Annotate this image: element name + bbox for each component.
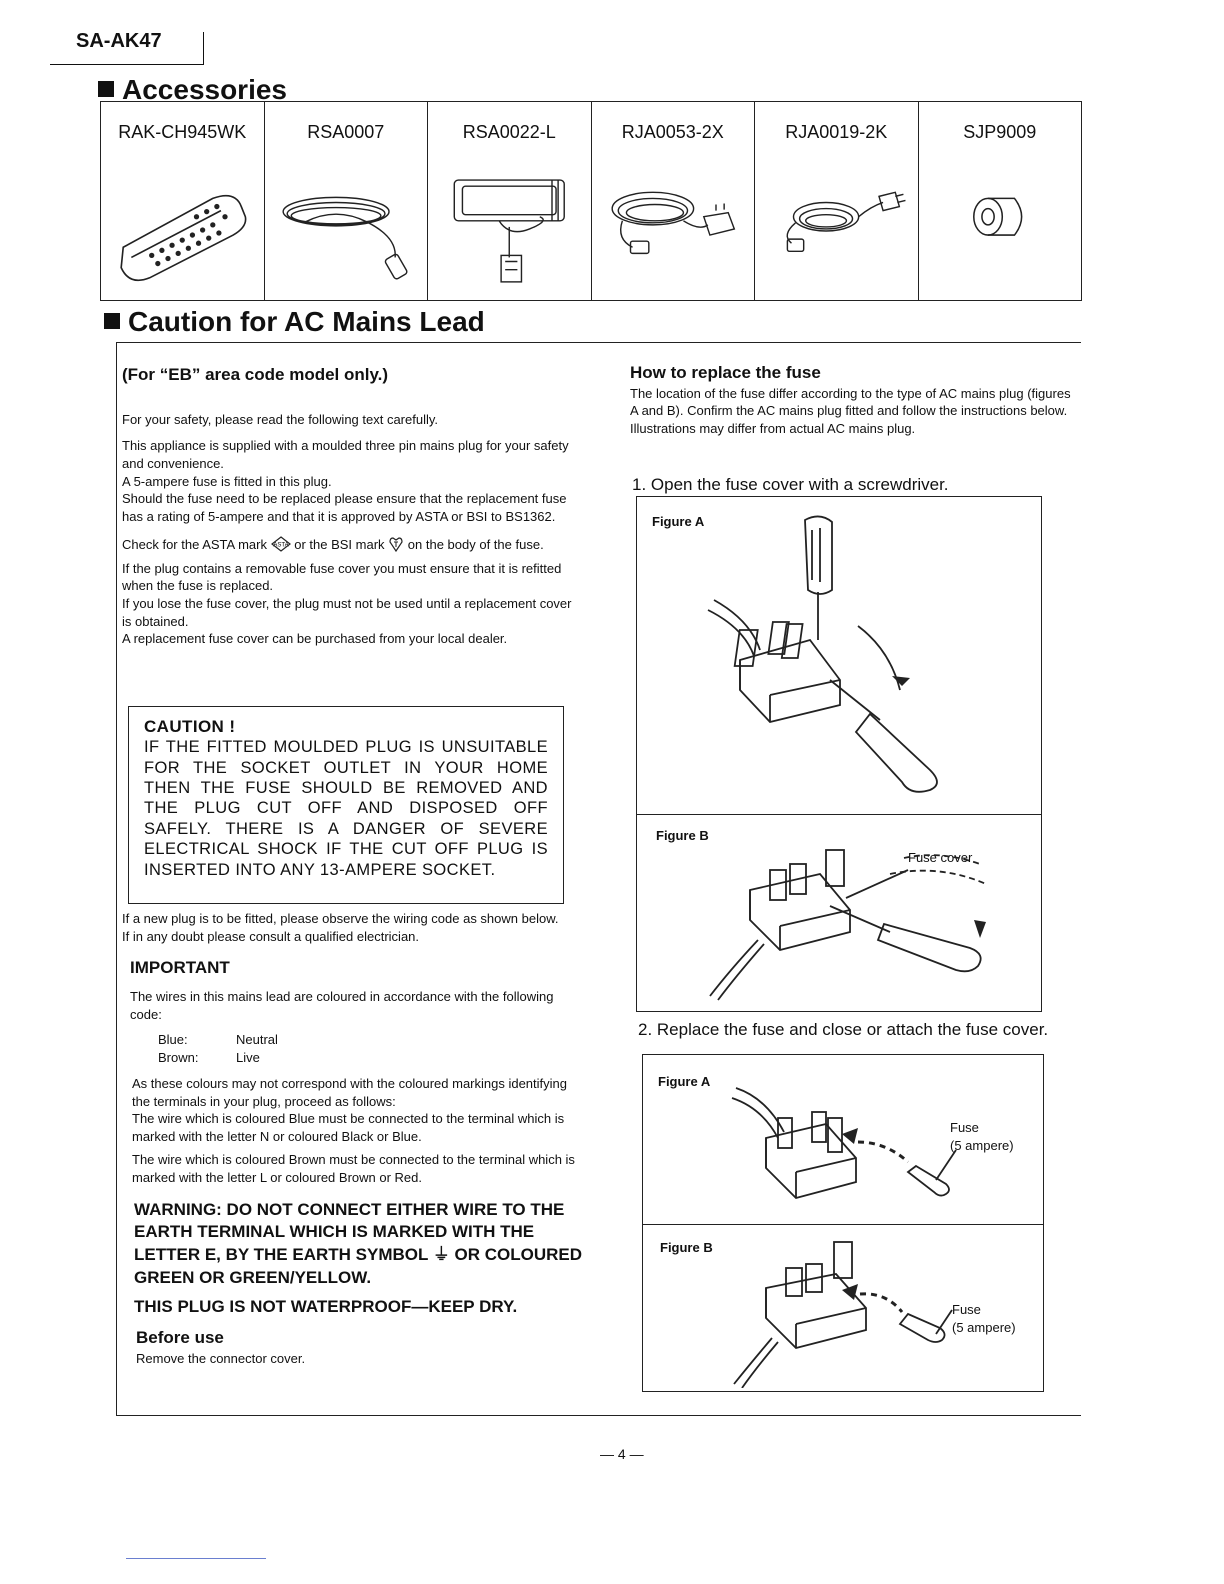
asta-mark-icon xyxy=(271,536,291,552)
accessory-label: RAK-CH945WK xyxy=(118,122,247,142)
plug-supplied-text: This appliance is supplied with a moulded three pin mains plug for your safety and convenience. xyxy=(122,438,569,472)
bsi-text: or the BSI mark xyxy=(294,537,385,553)
wire-code-row xyxy=(158,1031,584,1049)
caution-section-title-text: Caution for AC Mains Lead xyxy=(128,306,485,337)
accessory-label: SJP9009 xyxy=(963,122,1037,142)
accessory-label: RJA0053-2X xyxy=(621,122,724,142)
fuse-label: Fuse xyxy=(952,1302,981,1317)
caution-text xyxy=(144,716,548,880)
svg-text:ASTA: ASTA xyxy=(272,542,289,549)
accessory-uk-mains-lead xyxy=(592,102,756,300)
important-heading: IMPORTANT xyxy=(130,958,230,978)
fuse-replace-text: Should the fuse need to be replaced please ensure that the replacement fuse has a rating of 5-ampere and that it is approved by ASTA or BSI to BS1362. xyxy=(122,491,567,524)
open-fuse-cover-plug-b-illustration xyxy=(640,820,1038,1008)
fuse-rating-label: (5 ampere) xyxy=(952,1320,1016,1335)
fuse-cover-dealer-text: A replacement fuse cover can be purchased from your local dealer. xyxy=(122,631,508,647)
before-use-heading: Before use xyxy=(136,1328,224,1348)
header-rule xyxy=(50,64,204,65)
asta-text: Check for the ASTA mark xyxy=(122,537,267,553)
fuse-cover-lost-text: If you lose the fuse cover, the plug must not be used until a replacement cover is obtained. xyxy=(122,596,572,629)
accessory-am-antenna xyxy=(265,102,429,300)
warning-main: WARNING: DO NOT CONNECT EITHER WIRE TO THE EARTH TERMINAL WHICH IS MARKED WITH THE LETTER E, BY THE EARTH SYMBOL xyxy=(134,1199,565,1265)
illustrations-note: Illustrations may differ from actual AC mains plug. xyxy=(630,421,916,437)
blue-wire-text: The wire which is coloured Blue must be connected to the terminal which is marked with the letter N or coloured Black or Blue. xyxy=(132,1111,565,1144)
accessory-label: RJA0019-2K xyxy=(785,122,888,142)
fuse-rating-label: (5 ampere) xyxy=(950,1138,1014,1153)
replace-fuse-plug-b-illustration xyxy=(646,1228,1040,1388)
open-fuse-cover-plug-a-illustration xyxy=(640,500,1038,810)
fuse-fitted-text: A 5-ampere fuse is fitted in this plug. xyxy=(122,473,332,489)
figure-divider xyxy=(642,1224,1044,1225)
left-column xyxy=(122,364,584,648)
wire-role: Live xyxy=(236,1049,260,1065)
wire-color: Blue: xyxy=(158,1032,188,1048)
replace-fuse-heading: How to replace the fuse xyxy=(630,363,821,382)
euro-mains-lead-icon xyxy=(765,172,908,292)
uk-mains-lead-icon xyxy=(602,172,745,292)
fig-b-label: Figure B xyxy=(656,828,709,843)
bsi-kitemark-icon xyxy=(388,536,404,552)
accessory-label: RSA0022-L xyxy=(462,122,556,142)
safety-intro: For your safety, please read the following text carefully. xyxy=(122,411,439,427)
fuse-cover-label: Fuse cover xyxy=(908,850,973,865)
square-bullet-icon xyxy=(104,313,120,329)
fig-a-label: Figure A xyxy=(658,1074,711,1089)
caution-body: IF THE FITTED MOULDED PLUG IS UNSUITABLE FOR THE SOCKET OUTLET IN YOUR HOME THEN THE FUSE SHOULD BE REMOVED AND THE PLUG CUT OFF AND DISPOSED OFF SAFELY. THERE IS A DANGER OF SEVERE ELECTRICAL SHOCK IF THE CUT OFF PLUG IS INSERTED INTO ANY 13-AMPERE SOCKET. xyxy=(144,738,548,879)
header-rule-vertical xyxy=(203,32,204,65)
wire-color: Brown: xyxy=(158,1049,199,1065)
caution-heading: CAUTION ! xyxy=(144,717,236,736)
loop-antenna-icon xyxy=(438,172,581,292)
brown-wire-text: The wire which is coloured Brown must be connected to the terminal which is marked with the letter L or coloured Brown or Red. xyxy=(132,1152,575,1185)
coiled-cable-icon xyxy=(275,172,418,292)
electrician-text: If in any doubt please consult a qualified electrician. xyxy=(122,928,420,944)
replace-fuse-plug-a-illustration xyxy=(646,1058,1040,1222)
remote-control-icon xyxy=(111,172,254,292)
page-number: — 4 — xyxy=(600,1446,644,1462)
earth-symbol-icon: ⏚ xyxy=(432,1245,450,1265)
accessory-remote xyxy=(101,102,265,300)
wire-code-list xyxy=(122,1031,584,1066)
model-number: SA-AK47 xyxy=(76,30,162,52)
ferrite-core-icon xyxy=(929,172,1072,292)
replace-fuse-intro: The location of the fuse differ according to the type of AC mains plug (figures A and B). Confirm the AC mains plug fitted and follow the instructions below. xyxy=(630,385,1071,419)
warning-colours: OR COLOURED GREEN OR GREEN/YELLOW. xyxy=(134,1245,583,1288)
fuse-body-text: on the body of the fuse. xyxy=(407,537,544,553)
wire-code-row xyxy=(158,1049,584,1067)
accessory-euro-mains-lead xyxy=(755,102,919,300)
footer-rule xyxy=(126,1558,266,1559)
square-bullet-icon xyxy=(98,81,114,97)
fig-b-label: Figure B xyxy=(660,1240,713,1255)
colours-note-text: As these colours may not correspond with the coloured markings identifying the terminals in your plug, proceed as follows: xyxy=(132,1076,567,1109)
step-2: 2. Replace the fuse and close or attach the fuse cover. xyxy=(638,1020,1049,1039)
accessories-title-text: Accessories xyxy=(122,74,288,105)
accessory-ferrite-core xyxy=(919,102,1082,300)
figure-divider xyxy=(636,814,1042,815)
fuse-label: Fuse xyxy=(950,1120,979,1135)
right-column xyxy=(630,362,1072,438)
wires-code-text: The wires in this mains lead are coloured in accordance with the following code: xyxy=(130,989,554,1022)
eb-heading: (For “EB” area code model only.) xyxy=(122,365,389,384)
new-plug-text: If a new plug is to be fitted, please observe the wiring code as shown below. xyxy=(122,911,559,926)
fuse-cover-refit-text: If the plug contains a removable fuse cover you must ensure that it is refitted when the fuse is replaced. xyxy=(122,560,562,594)
fig-a-label: Figure A xyxy=(652,514,705,529)
caution-section-title xyxy=(104,306,485,338)
accessory-label: RSA0007 xyxy=(307,122,385,142)
step-1: 1. Open the fuse cover with a screwdriver. xyxy=(632,475,949,494)
waterproof-warning: THIS PLUG IS NOT WATERPROOF—KEEP DRY. xyxy=(134,1297,518,1317)
warning-text xyxy=(122,1199,584,1291)
wire-role: Neutral xyxy=(236,1032,278,1048)
accessory-loop-antenna xyxy=(428,102,592,300)
before-use-text: Remove the connector cover. xyxy=(136,1351,306,1367)
accessories-table xyxy=(100,101,1082,301)
asta-bsi-text xyxy=(122,533,584,558)
left-column-lower xyxy=(122,910,584,1368)
